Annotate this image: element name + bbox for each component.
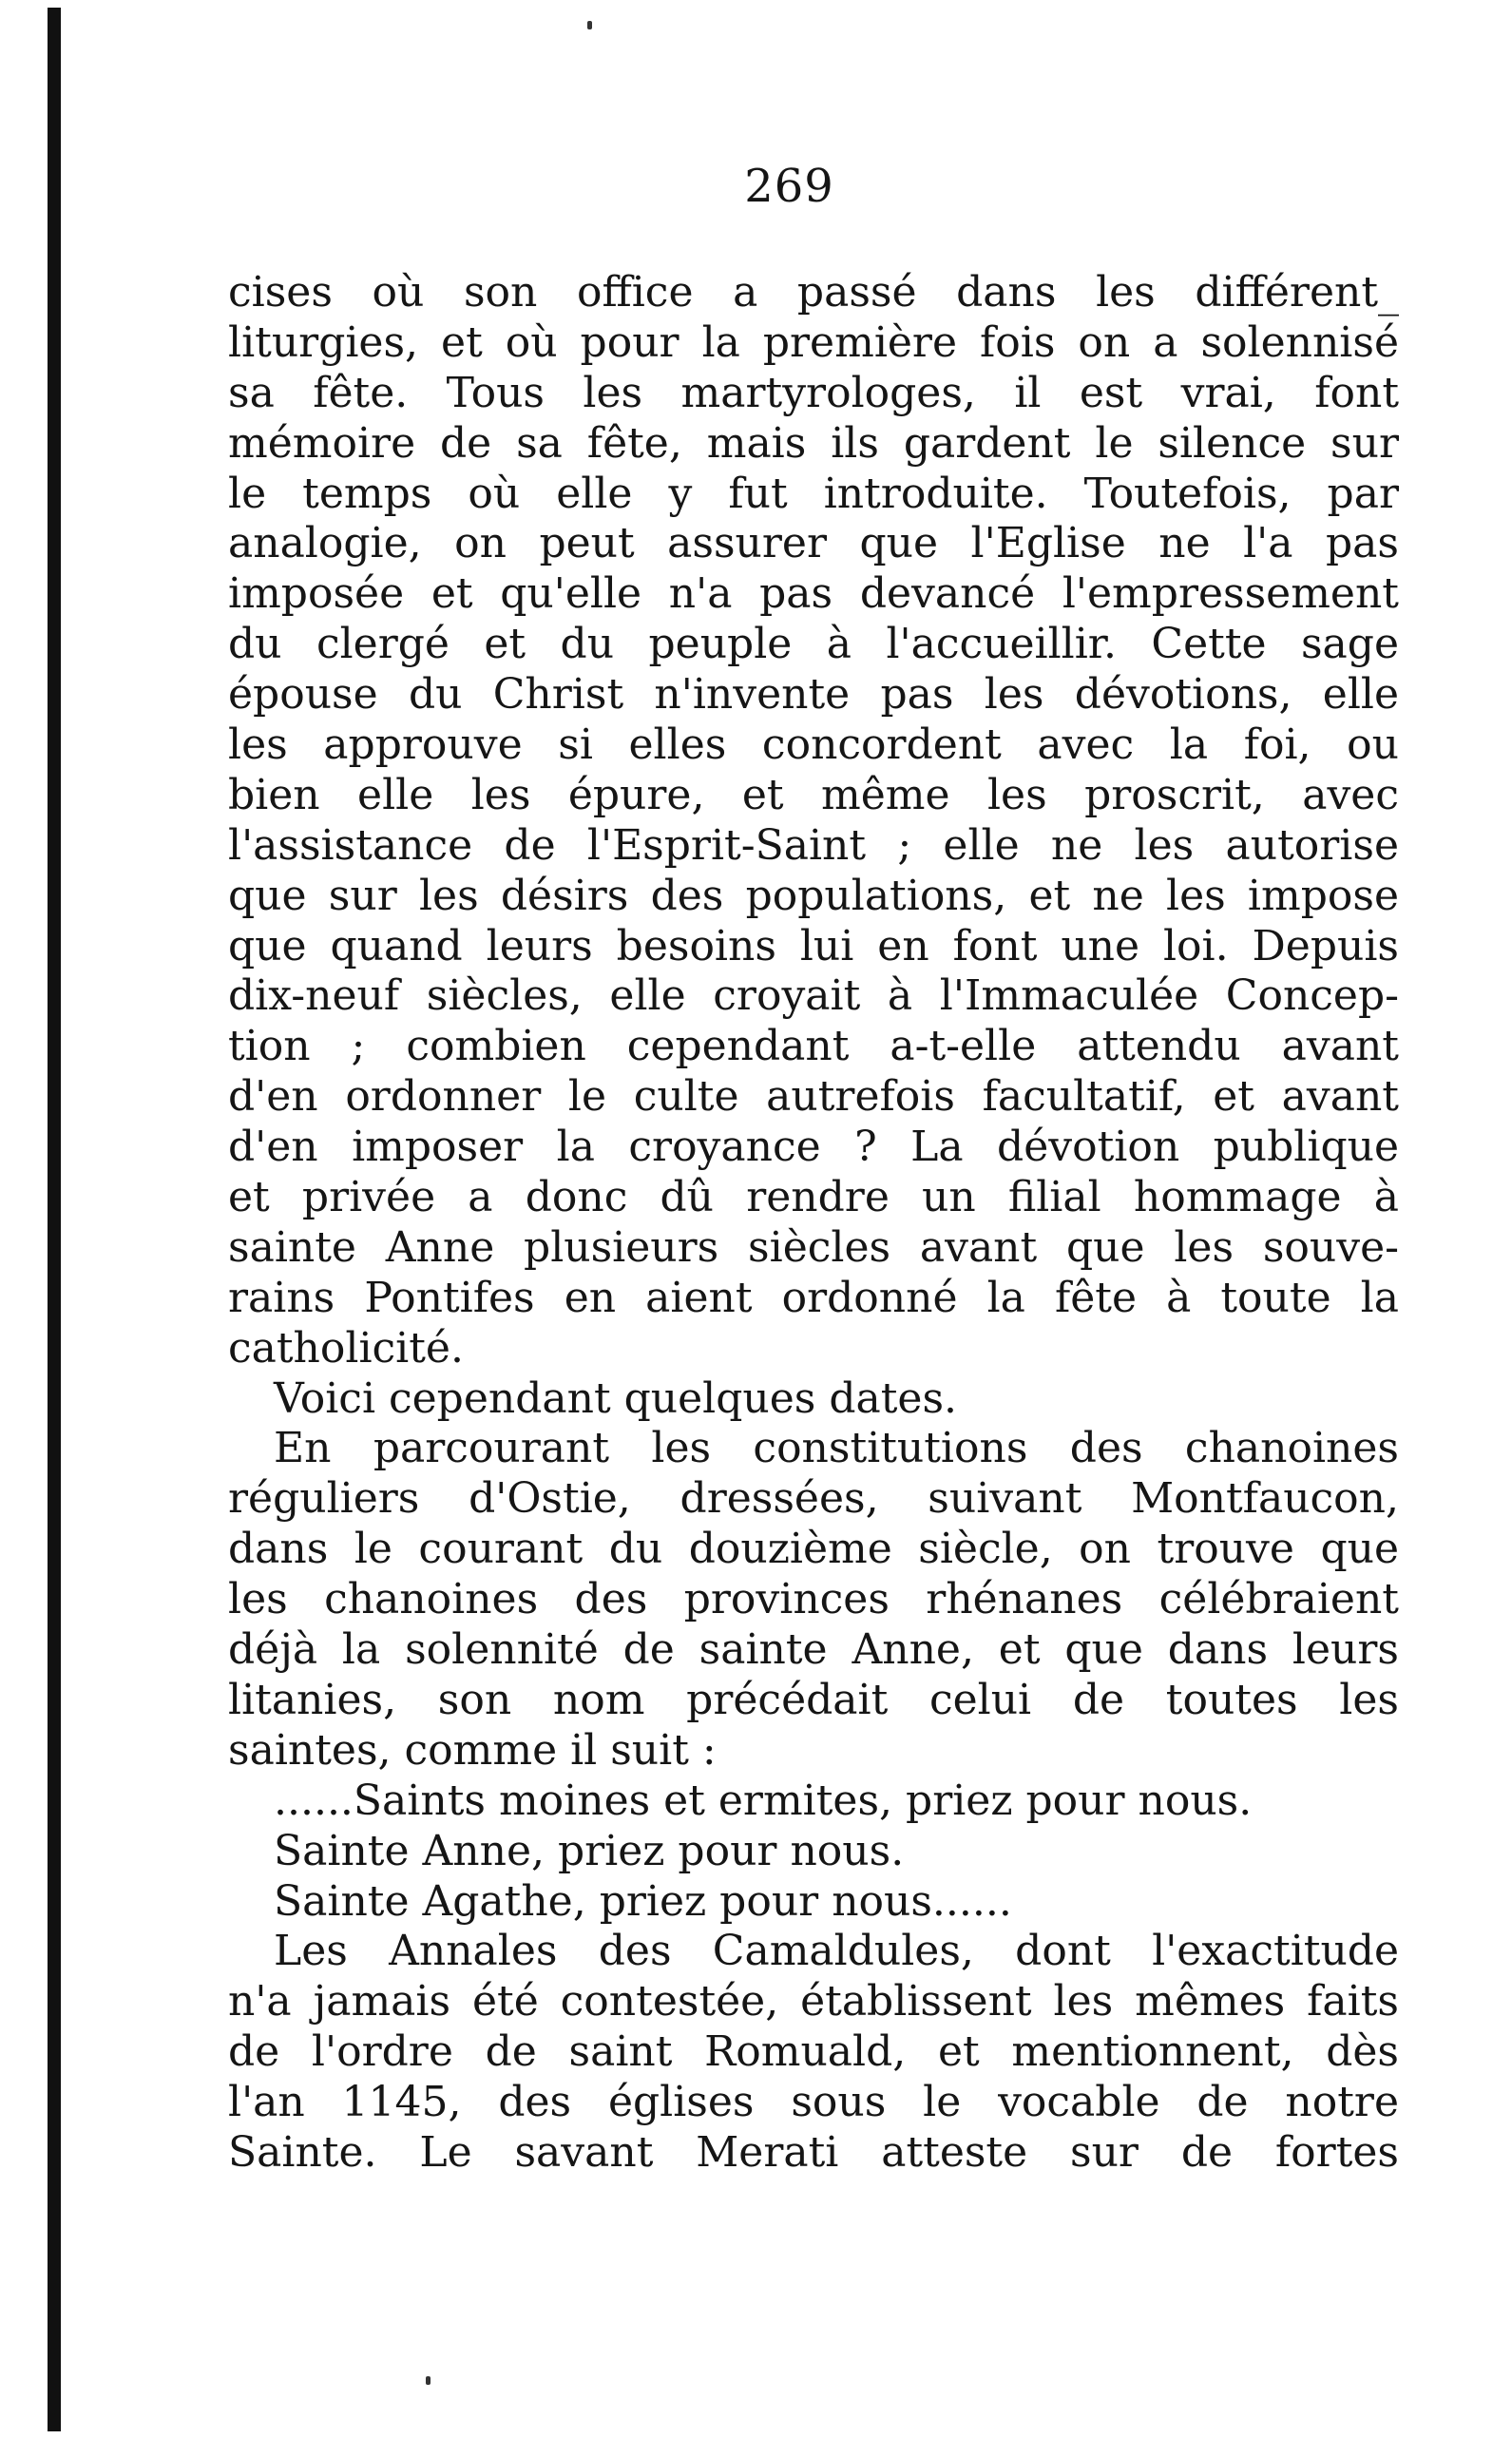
text-line: tion ; combien cependant a-t-elle attendu avant <box>228 1022 1399 1071</box>
text-line: d'en ordonner le culte autrefois facultatif, et avant <box>228 1072 1399 1122</box>
page-number: 269 <box>744 160 834 213</box>
text-line: les chanoines des provinces rhénanes célébraient <box>228 1575 1399 1624</box>
text-line: de l'ordre de saint Romuald, et mentionnent, dès <box>228 2027 1399 2077</box>
litany-line: Sainte Anne, priez pour nous. <box>274 1826 905 1875</box>
ink-speck <box>426 2376 431 2385</box>
ink-speck <box>587 21 592 29</box>
text-line: Voici cependant quelques dates. <box>274 1373 958 1423</box>
text-line: l'assistance de l'Esprit-Saint ; elle ne les autorise <box>228 820 1399 870</box>
text-line: Les Annales des Camaldules, dont l'exactitude <box>274 1927 1399 1976</box>
text-line: mémoire de sa fête, mais ils gardent le silence sur <box>228 418 1399 468</box>
text-line: n'a jamais été contestée, établissent les mêmes faits <box>228 1977 1399 2026</box>
litany-line: Sainte Agathe, priez pour nous...... <box>274 1876 1012 1926</box>
text-line: sainte Anne plusieurs siècles avant que les souve- <box>228 1222 1399 1272</box>
text-line: analogie, on peut assurer que l'Eglise ne l'a pas <box>228 519 1399 568</box>
text-line: et privée a donc dû rendre un filial hommage à <box>228 1173 1399 1222</box>
text-line: que quand leurs besoins lui en font une loi. Depuis <box>228 921 1399 970</box>
text-line: le temps où elle y fut introduite. Toutefois, par <box>228 469 1399 518</box>
text-line: rains Pontifes en aient ordonné la fête à toute la <box>228 1273 1399 1322</box>
text-line: déjà la solennité de sainte Anne, et que dans leurs <box>228 1625 1399 1675</box>
text-line: En parcourant les constitutions des chanoines <box>274 1424 1399 1473</box>
text-line: d'en imposer la croyance ? La dévotion publique <box>228 1123 1399 1172</box>
text-line: les approuve si elles concordent avec la foi, ou <box>228 720 1399 770</box>
text-line: Sainte. Le savant Merati atteste sur de fortes <box>228 2127 1399 2177</box>
text-line: épouse du Christ n'invente pas les dévotions, elle <box>228 670 1399 720</box>
text-line: que sur les désirs des populations, et ne les impose <box>228 871 1399 920</box>
page-binding-edge <box>48 8 61 2431</box>
text-line: catholicité. <box>228 1323 464 1373</box>
text-line: dans le courant du douzième siècle, on trouve que <box>228 1525 1399 1574</box>
text-line: du clergé et du peuple à l'accueillir. Cette sage <box>228 620 1399 669</box>
text-line: réguliers d'Ostie, dressées, suivant Montfaucon, <box>228 1474 1399 1524</box>
body-text <box>228 268 1399 2179</box>
text-line: saintes, comme il suit : <box>228 1725 717 1775</box>
text-line: bien elle les épure, et même les proscrit, avec <box>228 770 1399 819</box>
text-line: cises où son office a passé dans les différent_ <box>228 268 1399 317</box>
text-line: litanies, son nom précédait celui de toutes les <box>228 1675 1399 1724</box>
text-line: dix-neuf siècles, elle croyait à l'Immaculée Concep- <box>228 971 1399 1021</box>
text-line: sa fête. Tous les martyrologes, il est vrai, font <box>228 368 1399 417</box>
text-line: l'an 1145, des églises sous le vocable de notre <box>228 2078 1399 2127</box>
litany-line: ......Saints moines et ermites, priez pour nous. <box>274 1776 1253 1825</box>
text-line: liturgies, et où pour la première fois on a solennisé <box>228 317 1399 367</box>
text-line: imposée et qu'elle n'a pas devancé l'empressement <box>228 569 1399 619</box>
